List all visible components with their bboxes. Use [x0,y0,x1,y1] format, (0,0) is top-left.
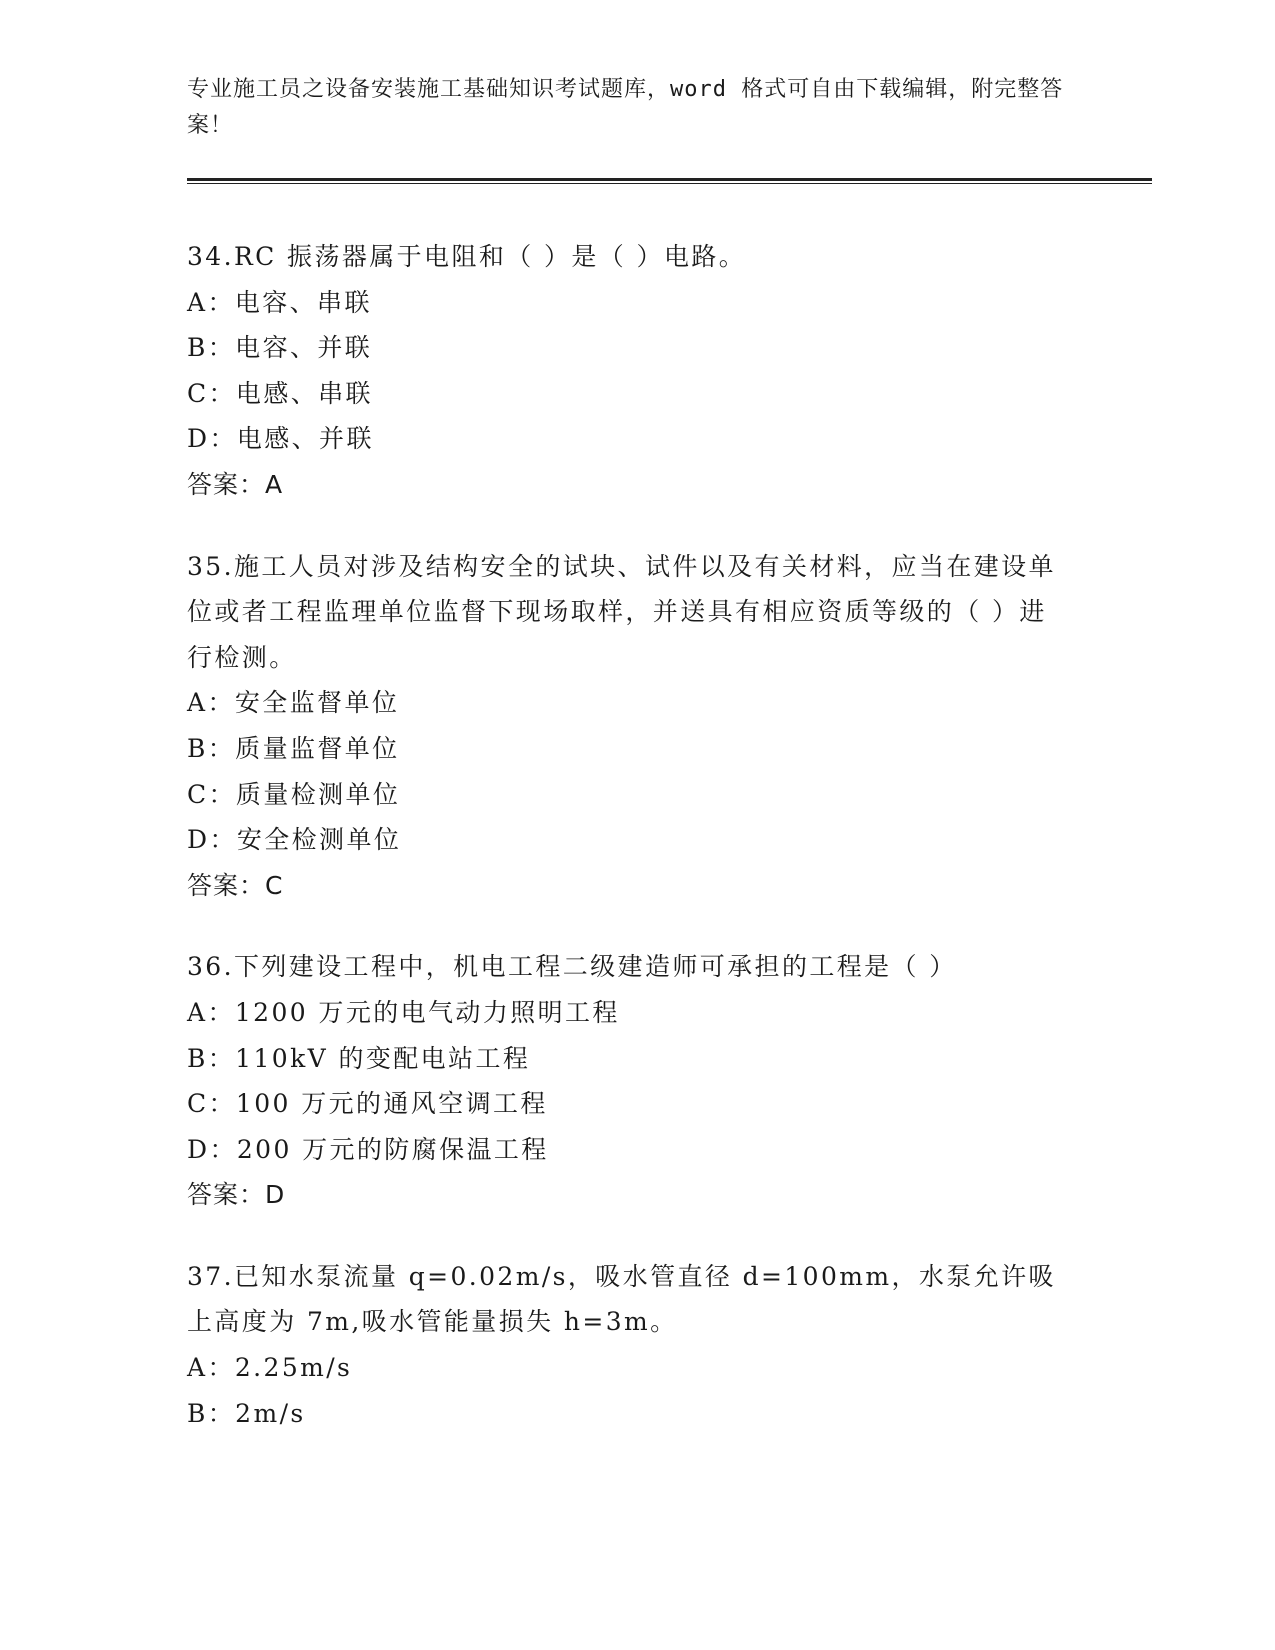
option-d: D：200 万元的防腐保温工程 [187,1134,549,1164]
question-stem: 35.施工人员对涉及结构安全的试块、试件以及有关材料，应当在建设单位或者工程监理单位监督下现场取样，并送具有相应资质等级的（ ）进行检测。 [187,551,1056,672]
document-header: 专业施工员之设备安装施工基础知识考试题库，word 格式可自由下载编辑，附完整答案！ [187,77,1064,138]
option-b: B：电容、并联 [187,333,373,363]
answer-line: 答案：C [187,870,284,900]
header-divider-thin [187,183,1152,184]
answer-line: 答案：A [187,469,284,499]
option-a: A：1200 万元的电气动力照明工程 [187,997,620,1027]
header-divider-thick [187,178,1152,181]
question-35 [187,544,1087,909]
answer-line: 答案：D [187,1180,286,1210]
option-b: B：2m/s [187,1398,306,1428]
option-c: C：100 万元的通风空调工程 [187,1089,548,1119]
question-36 [187,944,1087,1218]
option-b: B：质量监督单位 [187,733,400,763]
question-stem: 36.下列建设工程中，机电工程二级建造师可承担的工程是（ ） [187,952,957,982]
option-d: D：电感、并联 [187,424,374,454]
option-a: A：安全监督单位 [187,688,400,718]
option-c: C：电感、串联 [187,378,373,408]
option-a: A：2.25m/s [187,1353,353,1383]
option-b: B：110kV 的变配电站工程 [187,1043,531,1073]
option-c: C：质量检测单位 [187,779,401,809]
option-a: A：电容、串联 [187,287,372,317]
question-stem: 34.RC 振荡器属于电阻和（ ）是（ ）电路。 [187,242,747,271]
option-d: D：安全检测单位 [187,825,402,855]
question-34 [187,234,1087,508]
question-stem: 37.已知水泵流量 q=0.02m/s，吸水管直径 d=100mm，水泵允许吸上高度为 7m,吸水管能量损失 h=3m。 [187,1261,1056,1337]
question-list [187,234,1087,1472]
question-37 [187,1254,1087,1436]
